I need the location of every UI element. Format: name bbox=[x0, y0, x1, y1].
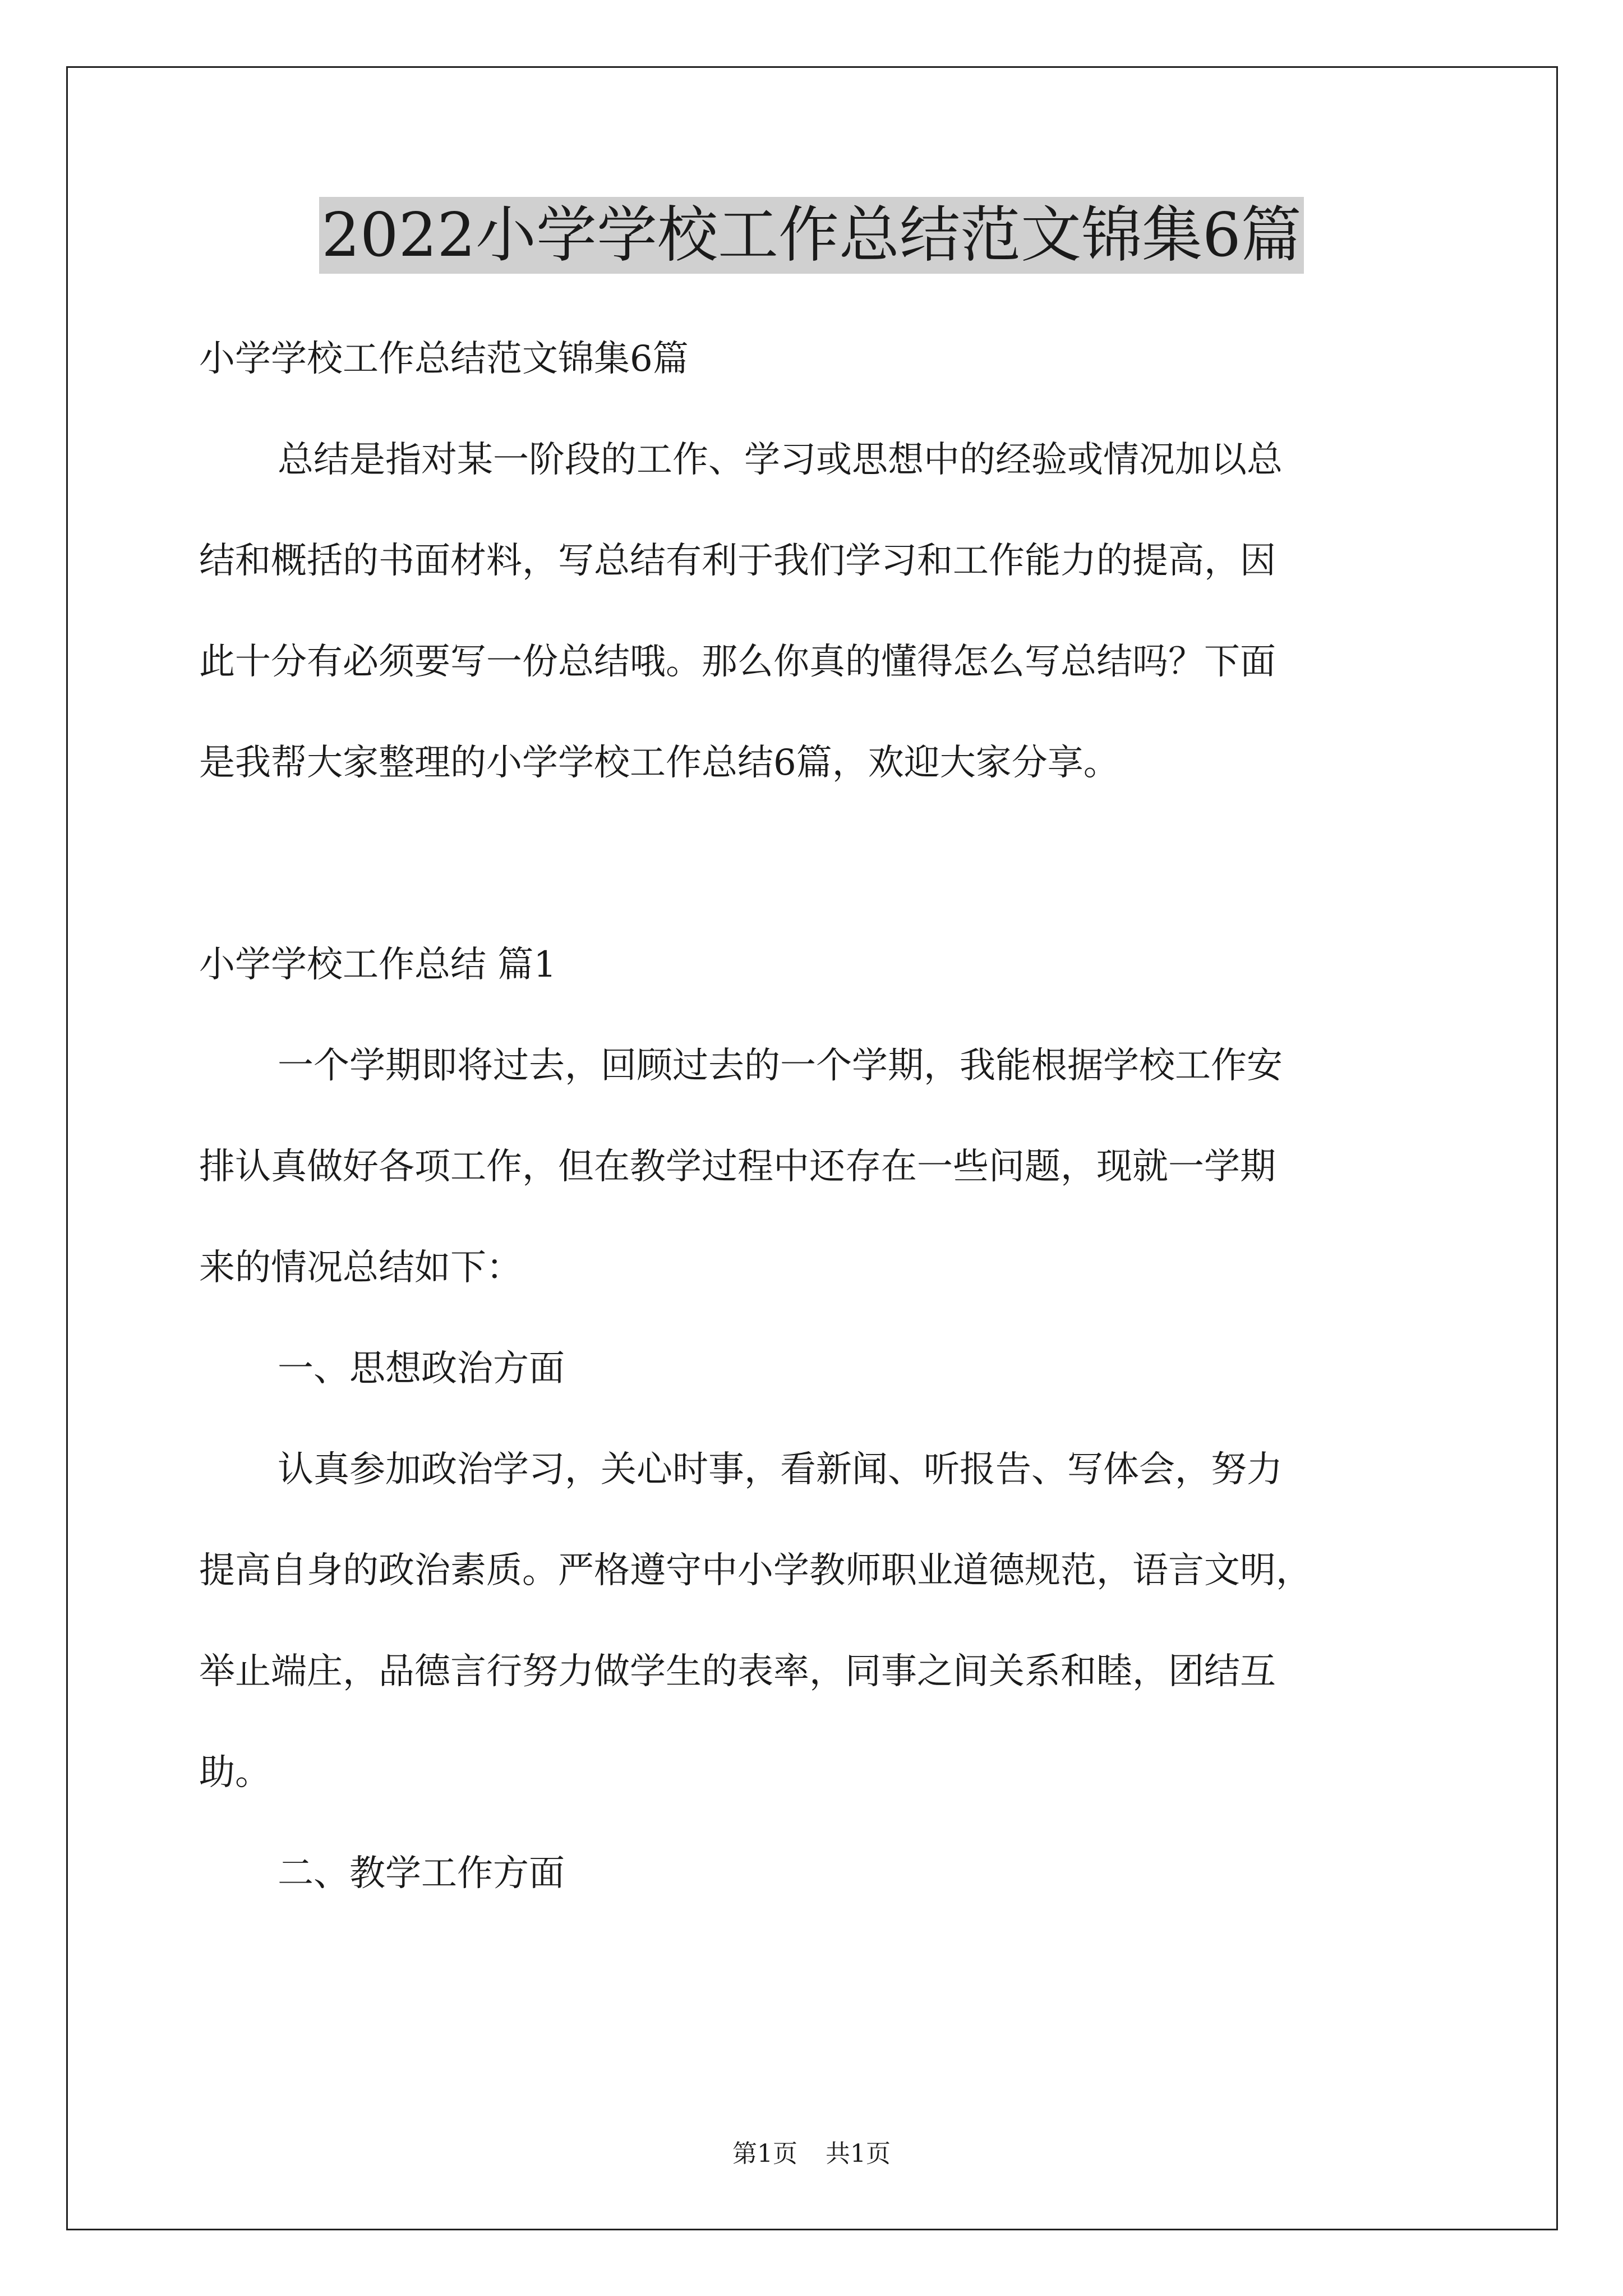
document-body bbox=[199, 317, 1450, 1932]
paragraph-line: 来的情况总结如下： bbox=[199, 1247, 522, 1289]
page-number-total: 共1页 bbox=[826, 2139, 891, 2168]
paragraph-line: 总结是指对某一阶段的工作、学习或思想中的经验或情况加以总 bbox=[278, 439, 1283, 481]
subsection-heading: 二、教学工作方面 bbox=[278, 1853, 565, 1894]
paragraph-line: 一个学期即将过去，回顾过去的一个学期，我能根据学校工作安 bbox=[278, 1045, 1283, 1087]
paragraph-line: 举止端庄，品德言行努力做学生的表率，同事之间关系和睦，团结互 bbox=[199, 1651, 1276, 1692]
document-title-text: 2022小学学校工作总结范文锦集6篇 bbox=[319, 197, 1304, 274]
paragraph-line: 提高自身的政治素质。严格遵守中小学教师职业道德规范，语言文明， bbox=[199, 1550, 1312, 1591]
subsection-heading: 一、思想政治方面 bbox=[278, 1348, 565, 1389]
paragraph-line: 助。 bbox=[199, 1752, 271, 1793]
page-number-current: 第1页 bbox=[732, 2139, 797, 2168]
paragraph-line: 认真参加政治学习，关心时事，看新闻、听报告、写体会，努力 bbox=[278, 1449, 1283, 1490]
paragraph-line: 此十分有必须要写一份总结哦。那么你真的懂得怎么写总结吗？下面 bbox=[199, 641, 1276, 683]
paragraph-gap bbox=[199, 822, 1450, 923]
subtitle-line: 小学学校工作总结范文锦集6篇 bbox=[199, 338, 689, 380]
document-title bbox=[0, 194, 1623, 278]
paragraph-line: 结和概括的书面材料，写总结有利于我们学习和工作能力的提高，因 bbox=[199, 540, 1276, 582]
paragraph-line: 排认真做好各项工作，但在教学过程中还存在一些问题，现就一学期 bbox=[199, 1146, 1276, 1188]
paragraph-line: 是我帮大家整理的小学学校工作总结6篇，欢迎大家分享。 bbox=[199, 742, 1119, 784]
section-heading: 小学学校工作总结 篇1 bbox=[199, 944, 557, 986]
page-footer bbox=[0, 2137, 1623, 2171]
